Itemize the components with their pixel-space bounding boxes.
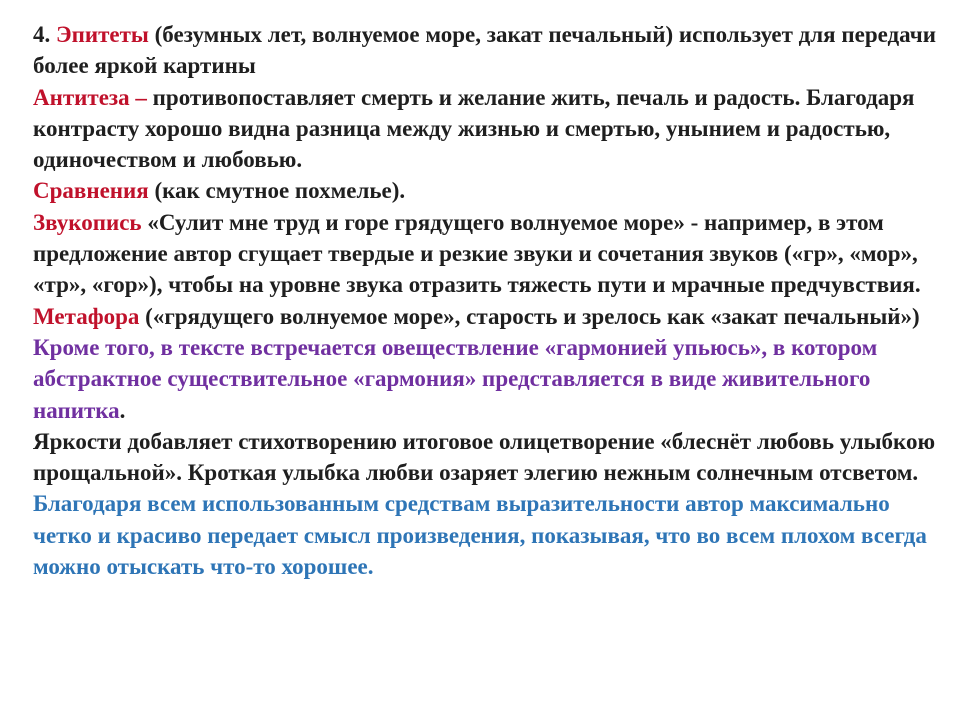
text-antithesis: противопоставляет смерть и желание жить, печаль и радость. Благодаря контрасту хорошо видна разница между жизнью и смертью, унынием и радостью, одиночеством и любовью.: [33, 84, 915, 173]
term-antithesis: Антитеза –: [33, 84, 147, 110]
text-reification: Кроме того, в тексте встречается овеществление «гармонией упьюсь», в котором абстрактное существительное «гармония» представляется в виде живительного напитка: [33, 334, 878, 423]
paragraph-epithets: [33, 19, 945, 82]
item-number: 4.: [33, 22, 56, 47]
text-personification: Яркости добавляет стихотворению итоговое олицетворение «блеснёт любовь улыбкою прощальной». Кроткая улыбка любви озаряет элегию нежным солнечным отсветом.: [33, 428, 936, 486]
paragraph-conclusion: [33, 488, 945, 582]
text-sound-writing: «Сулит мне труд и горе грядущего волнуемое море» - например, в этом предложение автор сгущает твердые и резкие звуки и сочетания звуков («гр», «мор», «тр», «гор»), чтобы на уровне звука отразить тяжесть пути и мрачные предчувствия.: [33, 209, 921, 298]
paragraph-reification: [33, 332, 945, 426]
reification-period: .: [119, 397, 126, 423]
paragraph-metaphor: [33, 301, 945, 332]
text-comparisons: (как смутное похмелье).: [148, 178, 406, 204]
slide-text-body: [33, 19, 945, 582]
text-conclusion: Благодаря всем использованным средствам выразительности автор максимально четко и красиво передает смысл произведения, показывая, что во всем плохом всегда можно отыскать что-то хорошее.: [33, 491, 927, 580]
paragraph-sound-writing: [33, 207, 945, 301]
term-comparisons: Сравнения: [33, 178, 149, 204]
term-metaphor: Метафора: [33, 303, 140, 329]
term-sound-writing: Звукопись: [33, 209, 142, 235]
paragraph-comparisons: [33, 175, 945, 206]
text-metaphor: («грядущего волнуемое море», старость и зрелось как «закат печальный»): [139, 303, 920, 329]
text-epithets: (безумных лет, волнуемое море, закат печальный) использует для передачи более яркой картины: [33, 22, 936, 79]
paragraph-personification: [33, 426, 945, 489]
term-epithets: Эпитеты: [56, 22, 149, 47]
paragraph-antithesis: [33, 82, 945, 176]
